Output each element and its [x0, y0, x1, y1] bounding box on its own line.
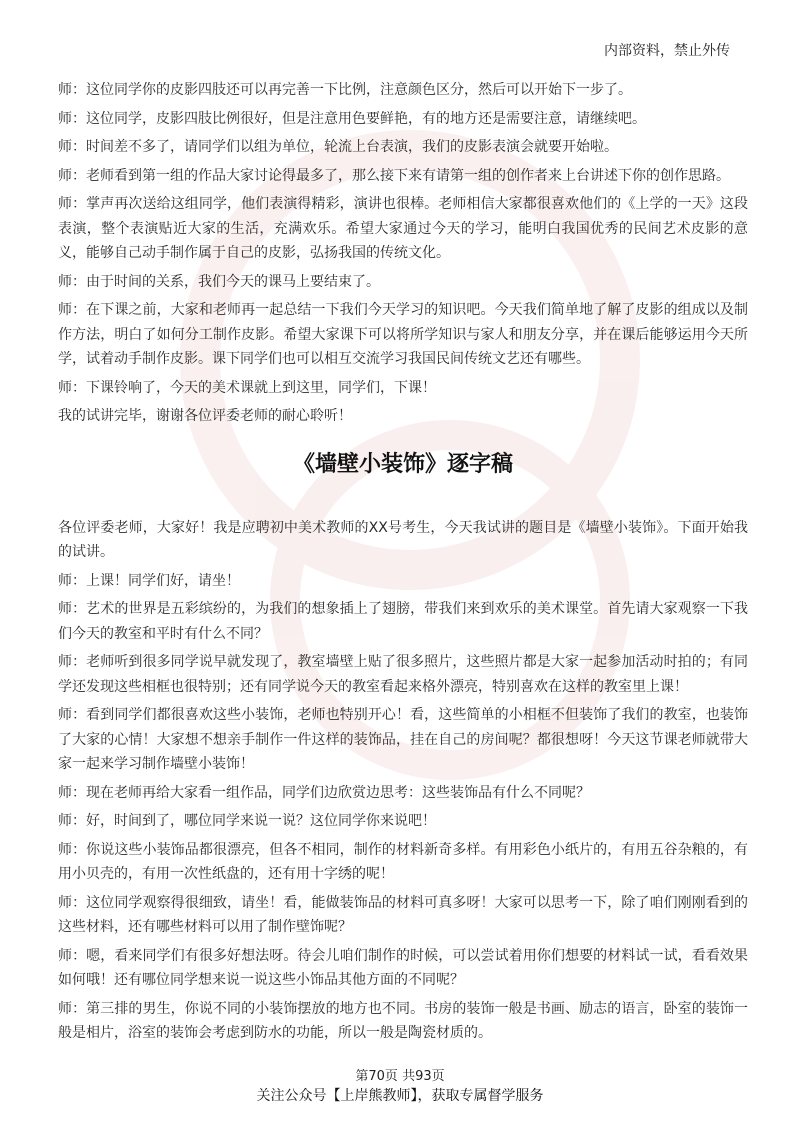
- paragraph: 师：看到同学们都很喜欢这些小装饰，老师也特别开心！看，这些简单的小相框不但装饰了我们的教室，也装饰了大家的心情！大家想不想亲手制作一件这样的装饰品，挂在自己的房间呢？都很想呀！今天这节课老师就带大家一起来学习制作墙壁小装饰！: [58, 707, 748, 772]
- paragraph: 师：你说这些小装饰品都很漂亮，但各不相同，制作的材料新奇多样。有用彩色小纸片的，有用五谷杂粮的，有用小贝壳的，有用一次性纸盘的，还有用十字绣的呢！: [58, 841, 748, 882]
- paragraph: 师：掌声再次送给这组同学，他们表演得精彩，演讲也很棒。老师相信大家都很喜欢他们的《上学的一天》这段表演，整个表演贴近大家的生活，充满欢乐。希望大家通过今天的学习，能明白我国优秀的民间艺术皮影的意义，能够自己动手制作属于自己的皮影，弘扬我国的传统文化。: [58, 196, 748, 261]
- page-footer: [0, 1068, 800, 1106]
- document-body: [58, 78, 748, 1050]
- paragraph: 师：现在老师再给大家看一组作品，同学们边欣赏边思考：这些装饰品有什么不同呢？: [58, 784, 590, 801]
- paragraph: 各位评委老师，大家好！我是应聘初中美术教师的XX号考生，今天我试讲的题目是《墙壁小装饰》。下面开始我的试讲。: [58, 519, 748, 560]
- paragraph: 师：好，时间到了，哪位同学来说一说？这位同学你来说吧！: [58, 813, 436, 829]
- paragraph: 师：嗯，看来同学们有很多好想法呀。待会儿咱们制作的时候，可以尝试着用你们想要的材料试一试，看看效果如何哦！还有哪位同学想来说一说这些小饰品其他方面的不同呢？: [58, 947, 748, 988]
- paragraph: 师：这位同学你的皮影四肢还可以再完善一下比例，注意颜色区分，然后可以开始下一步了。: [58, 82, 632, 98]
- paragraph: 师：艺术的世界是五彩缤纷的，为我们的想象插上了翅膀，带我们来到欢乐的美术课堂。首先请大家观察一下我们今天的教室和平时有什么不同？: [58, 601, 748, 642]
- section-wall-decoration-script: [58, 516, 748, 1046]
- promo-text: 关注公众号【上岸熊教师】，获取专属督学服务: [256, 1088, 544, 1104]
- paragraph: 师：上课！同学们好，请坐！: [58, 572, 240, 589]
- page-number: 第70页 共93页: [355, 1069, 445, 1084]
- paragraph: 师：这位同学观察得很细致，请坐！看，能做装饰品的材料可真多呀！大家可以思考一下，除了咱们刚刚看到的这些材料，还有哪些材料可以用了制作壁饰呢？: [58, 894, 748, 935]
- paragraph: 师：由于时间的关系，我们今天的课马上要结束了。: [58, 273, 380, 290]
- paragraph: 师：时间差不多了，请同学们以组为单位，轮流上台表演，我们的皮影表演会就要开始啦。: [58, 139, 618, 155]
- paragraph: 师：下课铃响了，今天的美术课就上到这里，同学们，下课！: [58, 379, 436, 396]
- paragraph: 师：老师看到第一组的作品大家讨论得最多了，那么接下来有请第一组的创作者来上台讲述下你的创作思路。: [58, 167, 730, 184]
- section-previous-script: [58, 78, 748, 429]
- paragraph: 我的试讲完毕，谢谢各位评委老师的耐心聆听！: [58, 408, 352, 424]
- confidential-note: 内部资料，禁止外传: [604, 43, 730, 59]
- paragraph: 师：老师听到很多同学说早就发现了，教室墙壁上贴了很多照片，这些照片都是大家一起参加活动时拍的；有同学还发现这些相框也很特别；还有同学说今天的教室看起来格外漂亮，特别喜欢在这样的教室里上课！: [58, 654, 748, 695]
- document-title: 《墙壁小装饰》逐字稿: [292, 450, 513, 477]
- paragraph: 师：在下课之前，大家和老师再一起总结一下我们今天学习的知识吧。今天我们简单地了解了皮影的组成以及制作方法，明白了如何分工制作皮影。希望大家课下可以将所学知识与家人和朋友分享，并在课后能够运用今天所学，试着动手制作皮影。课下同学们也可以相互交流学习我国民间传统文艺还有哪些。: [58, 302, 748, 367]
- paragraph: 师：第三排的男生，你说不同的小装饰摆放的地方也不同。书房的装饰一般是书画、励志的语言，卧室的装饰一般是相片，浴室的装饰会考虑到防水的功能，所以一般是陶瓷材质的。: [58, 1000, 748, 1041]
- paragraph: 师：这位同学，皮影四肢比例很好，但是注意用色要鲜艳，有的地方还是需要注意，请继续吧。: [58, 110, 646, 127]
